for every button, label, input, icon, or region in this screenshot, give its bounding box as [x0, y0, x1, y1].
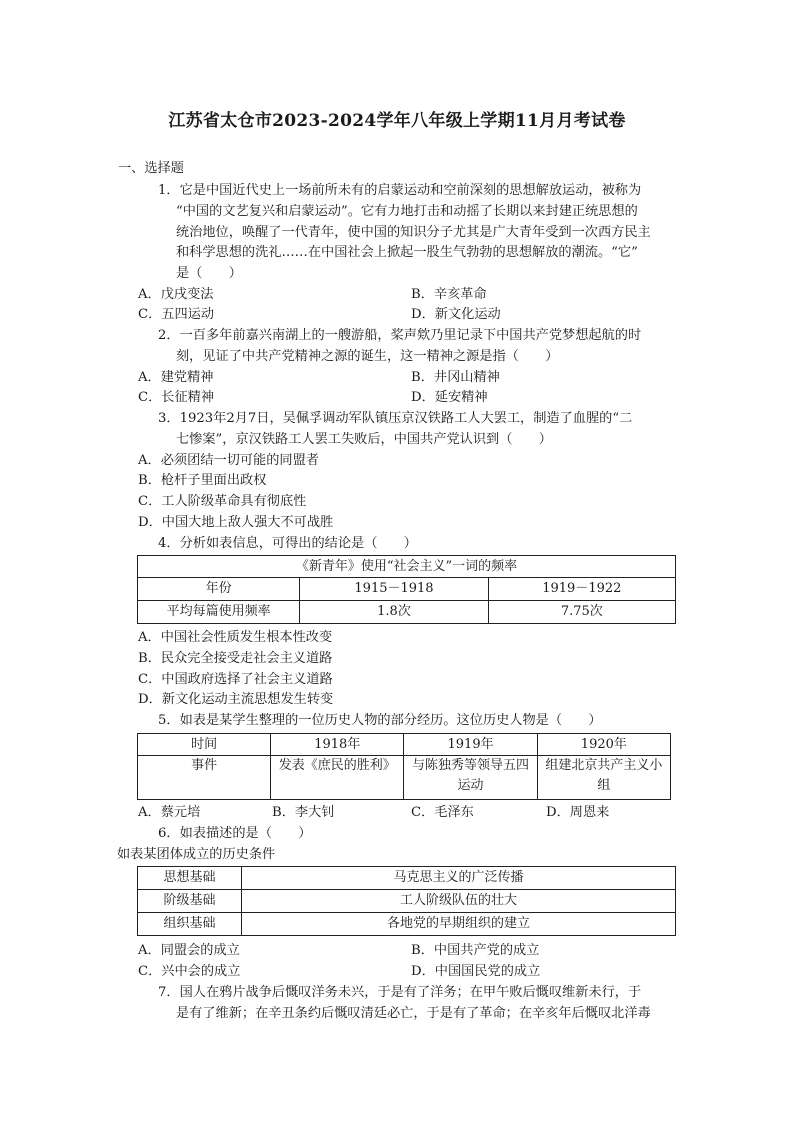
question-6-line: 6．如表描述的是（ ） [158, 826, 312, 841]
table-header-cell: 1915－1918 [300, 578, 488, 601]
table-header-cell: 年份 [138, 578, 300, 601]
question-1-line: 统治地位，唤醒了一代青年，使中国的知识分子尤其是广大青年受到一次西方民主 [176, 225, 651, 240]
question-1-line: “中国的文艺复兴和启蒙运动”。它有力地打击和动摇了长期以来封建正统思想的 [176, 204, 638, 219]
table-cell: 1.8次 [300, 601, 488, 624]
table-cell: 各地党的早期组织的建立 [242, 913, 676, 936]
question-4-option-d[interactable]: D．新文化运动主流思想发生转变 [138, 692, 334, 707]
table-cell: 7.75次 [488, 601, 675, 624]
question-5-table [137, 733, 671, 800]
page-title: 江苏省太仓市2023-2024学年八年级上学期11月月考试卷 [168, 111, 626, 131]
question-1-line: 1．它是中国近代史上一场前所未有的启蒙运动和空前深刻的思想解放运动，被称为 [158, 183, 642, 198]
table-cell: 平均每篇使用频率 [138, 601, 300, 624]
question-3-line: 3．1923年2月7日，吴佩孚调动军队镇压京汉铁路工人大罢工，制造了血腥的“二 [158, 411, 633, 426]
question-2-option-a[interactable]: A．建党精神 [138, 370, 214, 385]
question-2-option-c[interactable]: C．长征精神 [138, 390, 215, 405]
table-cell [271, 756, 404, 800]
question-1-option-d[interactable]: D．新文化运动 [411, 307, 501, 322]
question-5-option-c[interactable]: C．毛泽东 [411, 805, 474, 820]
question-6-table [137, 866, 676, 936]
question-3-option-d[interactable]: D．中国大地上敌人强大不可战胜 [138, 515, 334, 530]
question-6-option-d[interactable]: D．中国国民党的成立 [411, 964, 541, 979]
table-row-label: 组织基础 [138, 913, 242, 936]
table-cell-line: 组建北京共产主义小 [545, 758, 663, 773]
table-cell-line: 运动 [457, 778, 484, 793]
question-1-option-a[interactable]: A．戊戌变法 [138, 287, 214, 302]
question-6-option-c[interactable]: C．兴中会的成立 [138, 964, 241, 979]
question-1-option-b[interactable]: B．辛亥革命 [411, 287, 487, 302]
table-header-cell: 1919－1922 [488, 578, 675, 601]
question-5-option-b[interactable]: B．李大钊 [272, 805, 335, 820]
question-2-line: 刻，见证了中共产党精神之源的诞生，这一精神之源是指（ ） [176, 349, 559, 364]
table-cell: 工人阶级队伍的壮大 [242, 890, 676, 913]
question-4-option-a[interactable]: A．中国社会性质发生根本性改变 [138, 630, 333, 645]
question-2-line: 2．一百多年前嘉兴南湖上的一艘游船，桨声欸乃里记录下中国共产党梦想起航的时 [158, 328, 642, 343]
question-1-line: 和科学思想的洗礼……在中国社会上掀起一股生气勃勃的思想解放的潮流。“它” [176, 245, 638, 260]
question-1-line: 是（ ） [176, 266, 242, 281]
question-3-option-b[interactable]: B．枪杆子里面出政权 [138, 473, 267, 488]
question-4-line: 4．分析如表信息，可得出的结论是（ ） [158, 536, 417, 551]
table-header-cell: 1918年 [271, 734, 404, 756]
section-heading: 一、选择题 [118, 161, 184, 176]
table-caption: 《新青年》使用“社会主义”一词的频率 [138, 556, 676, 578]
table-header-cell: 时间 [138, 734, 271, 756]
table-header-cell: 1920年 [537, 734, 670, 756]
table-cell-line: 发表《庶民的胜利》 [278, 758, 396, 773]
question-4-option-b[interactable]: B．民众完全接受走社会主义道路 [138, 651, 333, 666]
question-3-option-a[interactable]: A．必须团结一切可能的同盟者 [138, 453, 319, 468]
table-row-label: 阶级基础 [138, 890, 242, 913]
table-row-label: 思想基础 [138, 867, 242, 890]
table-cell [404, 756, 537, 800]
table-header-cell: 1919年 [404, 734, 537, 756]
question-4-option-c[interactable]: C．中国政府选择了社会主义道路 [138, 672, 333, 687]
question-4-table [137, 555, 676, 624]
question-7-line: 是有了维新；在辛丑条约后慨叹清廷必亡，于是有了革命；在辛亥年后慨叹北洋毒 [176, 1006, 651, 1021]
question-5-option-d[interactable]: D．周恩来 [546, 805, 610, 820]
table-cell-line: 与陈独秀等领导五四 [412, 758, 530, 773]
table-caption: 如表某团体成立的历史条件 [117, 847, 276, 862]
question-2-option-d[interactable]: D．延安精神 [411, 390, 488, 405]
question-3-option-c[interactable]: C．工人阶级革命具有彻底性 [138, 494, 307, 509]
question-7-line: 7．国人在鸦片战争后慨叹洋务未兴，于是有了洋务；在甲午败后慨叹维新未行，于 [158, 985, 642, 1000]
question-5-option-a[interactable]: A．蔡元培 [138, 805, 201, 820]
question-6-option-a[interactable]: A．同盟会的成立 [138, 943, 240, 958]
table-cell-line: 组 [597, 778, 611, 793]
question-6-option-b[interactable]: B．中国共产党的成立 [411, 943, 540, 958]
question-3-line: 七惨案”，京汉铁路工人罢工失败后，中国共产党认识到（ ） [176, 432, 552, 447]
table-cell: 马克思主义的广泛传播 [242, 867, 676, 890]
question-5-line: 5．如表是某学生整理的一位历史人物的部分经历。这位历史人物是（ ） [158, 713, 602, 728]
question-1-option-c[interactable]: C．五四运动 [138, 307, 215, 322]
question-2-option-b[interactable]: B．井冈山精神 [411, 370, 500, 385]
table-cell [537, 756, 670, 800]
table-row-label: 事件 [138, 756, 271, 800]
